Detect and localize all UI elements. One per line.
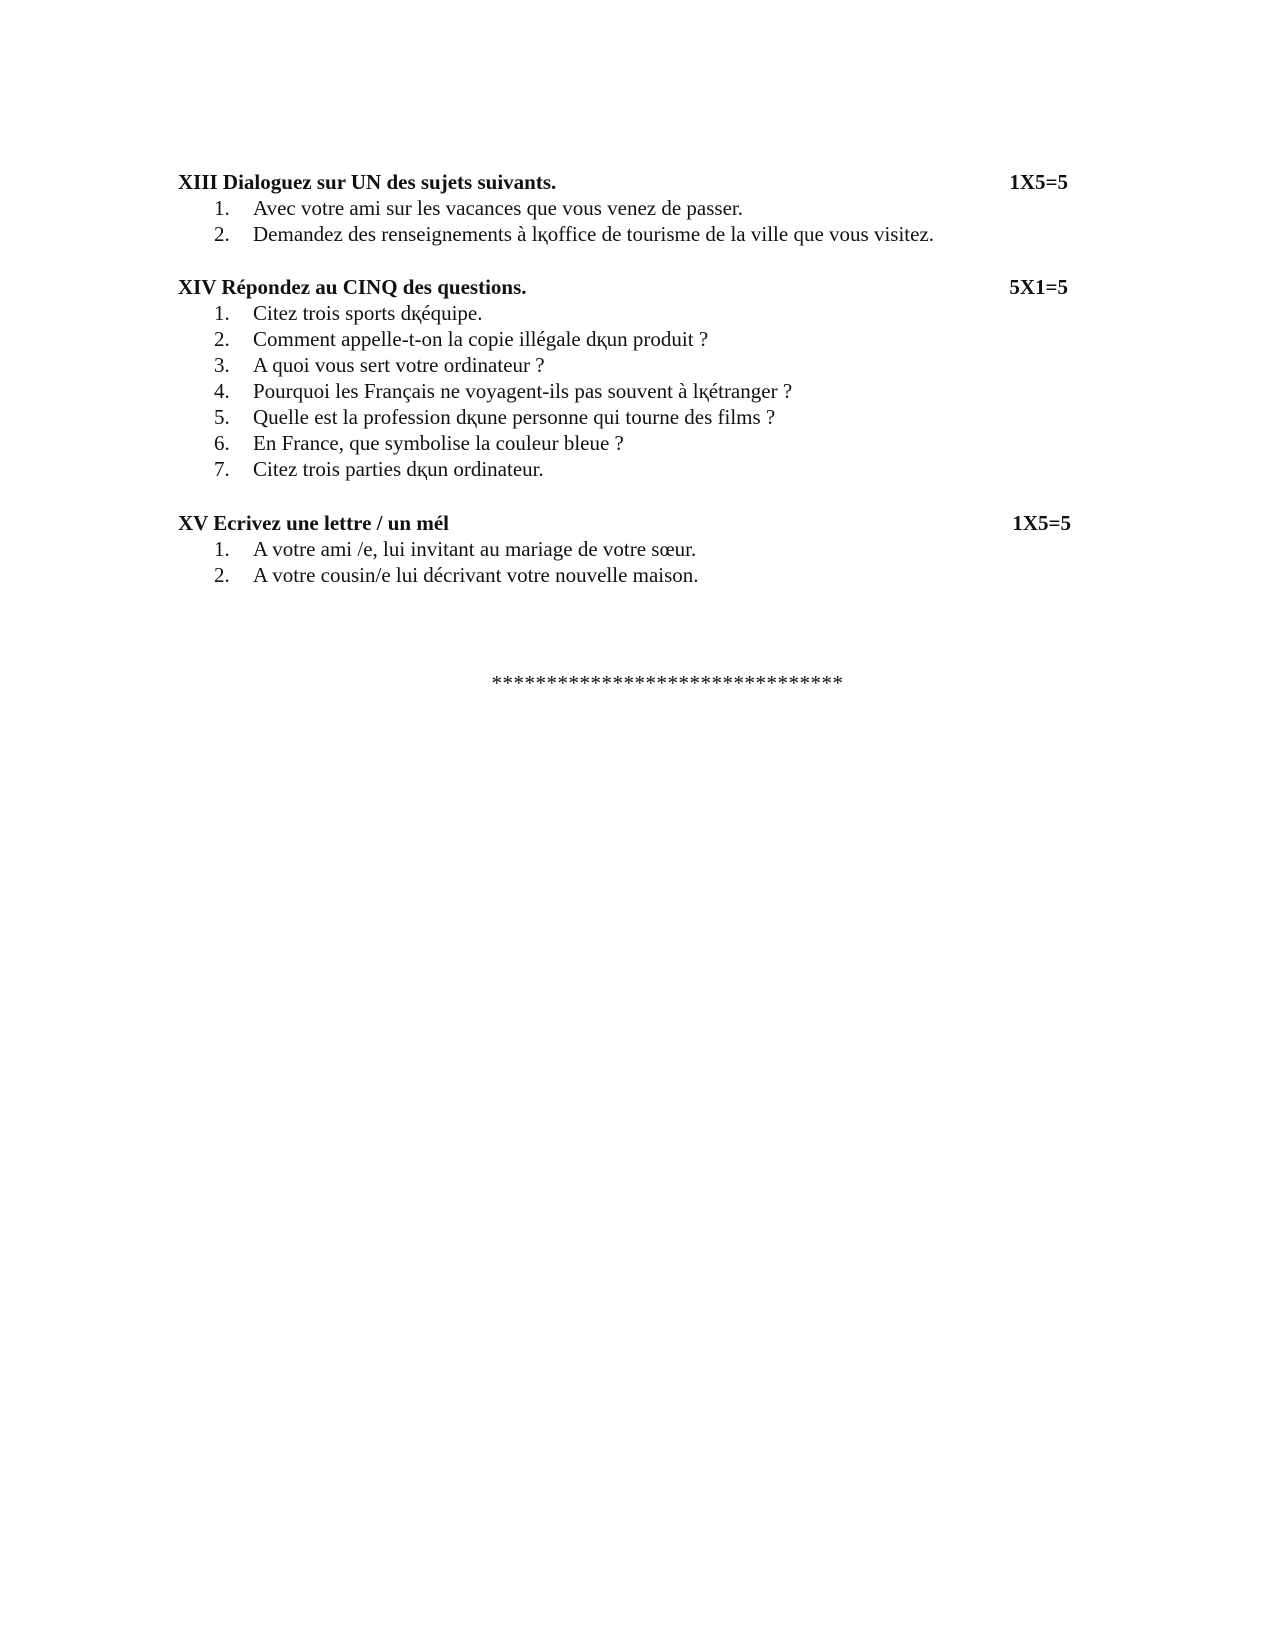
item-text: A votre ami /e, lui invitant au mariage de votre sœur. [253, 537, 697, 561]
section-header [178, 510, 1071, 536]
item-number: 3. [214, 353, 230, 377]
section-marks: 5X1=5 [1009, 275, 1068, 299]
item-number: 1. [214, 301, 230, 325]
section-xv [178, 510, 1071, 588]
item-number: 2. [214, 327, 230, 351]
item-number: 6. [214, 431, 230, 455]
section-header [178, 169, 1068, 195]
item-text: A quoi vous sert votre ordinateur ? [253, 353, 545, 377]
section-title: XIII Dialoguez sur UN des sujets suivants. [178, 170, 557, 194]
list-item [178, 195, 1068, 221]
item-text: Pourquoi les Français ne voyagent-ils pas souvent à lқétranger ? [253, 379, 793, 403]
item-number: 2. [214, 563, 230, 587]
item-number: 1. [214, 196, 230, 220]
item-text: Quelle est la profession dқune personne qui tourne des films ? [253, 405, 776, 429]
item-text: Demandez des renseignements à lқoffice de tourisme de la ville que vous visitez. [253, 222, 935, 246]
item-number: 1. [214, 537, 230, 561]
item-text: A votre cousin/e lui décrivant votre nouvelle maison. [253, 563, 699, 587]
list-item [178, 456, 1068, 482]
list-item [178, 536, 1068, 562]
list-item [178, 221, 1068, 247]
section-marks: 1X5=5 [1012, 511, 1071, 535]
list-item [178, 300, 1068, 326]
question-list [178, 536, 1068, 588]
list-item [178, 404, 1068, 430]
end-of-paper-marker: ******************************** [491, 671, 844, 695]
item-number: 2. [214, 222, 230, 246]
section-xiii [178, 169, 1068, 247]
item-text: Citez trois sports dқéquipe. [253, 301, 483, 325]
item-text: Citez trois parties dқun ordinateur. [253, 457, 544, 481]
item-number: 4. [214, 379, 230, 403]
question-list [178, 195, 1068, 247]
item-text: Comment appelle-t-on la copie illégale dқun produit ? [253, 327, 709, 351]
list-item [178, 562, 1068, 588]
list-item [178, 326, 1068, 352]
list-item [178, 378, 1068, 404]
section-header [178, 274, 1068, 300]
section-title: XV Ecrivez une lettre / un mél [178, 511, 450, 535]
item-text: Avec votre ami sur les vacances que vous venez de passer. [253, 196, 744, 220]
section-xiv [178, 274, 1068, 482]
item-number: 7. [214, 457, 230, 481]
item-text: En France, que symbolise la couleur bleue ? [253, 431, 624, 455]
list-item [178, 352, 1068, 378]
section-title: XIV Répondez au CINQ des questions. [178, 275, 527, 299]
list-item [178, 430, 1068, 456]
question-list [178, 300, 1068, 482]
item-number: 5. [214, 405, 230, 429]
section-marks: 1X5=5 [1009, 170, 1068, 194]
